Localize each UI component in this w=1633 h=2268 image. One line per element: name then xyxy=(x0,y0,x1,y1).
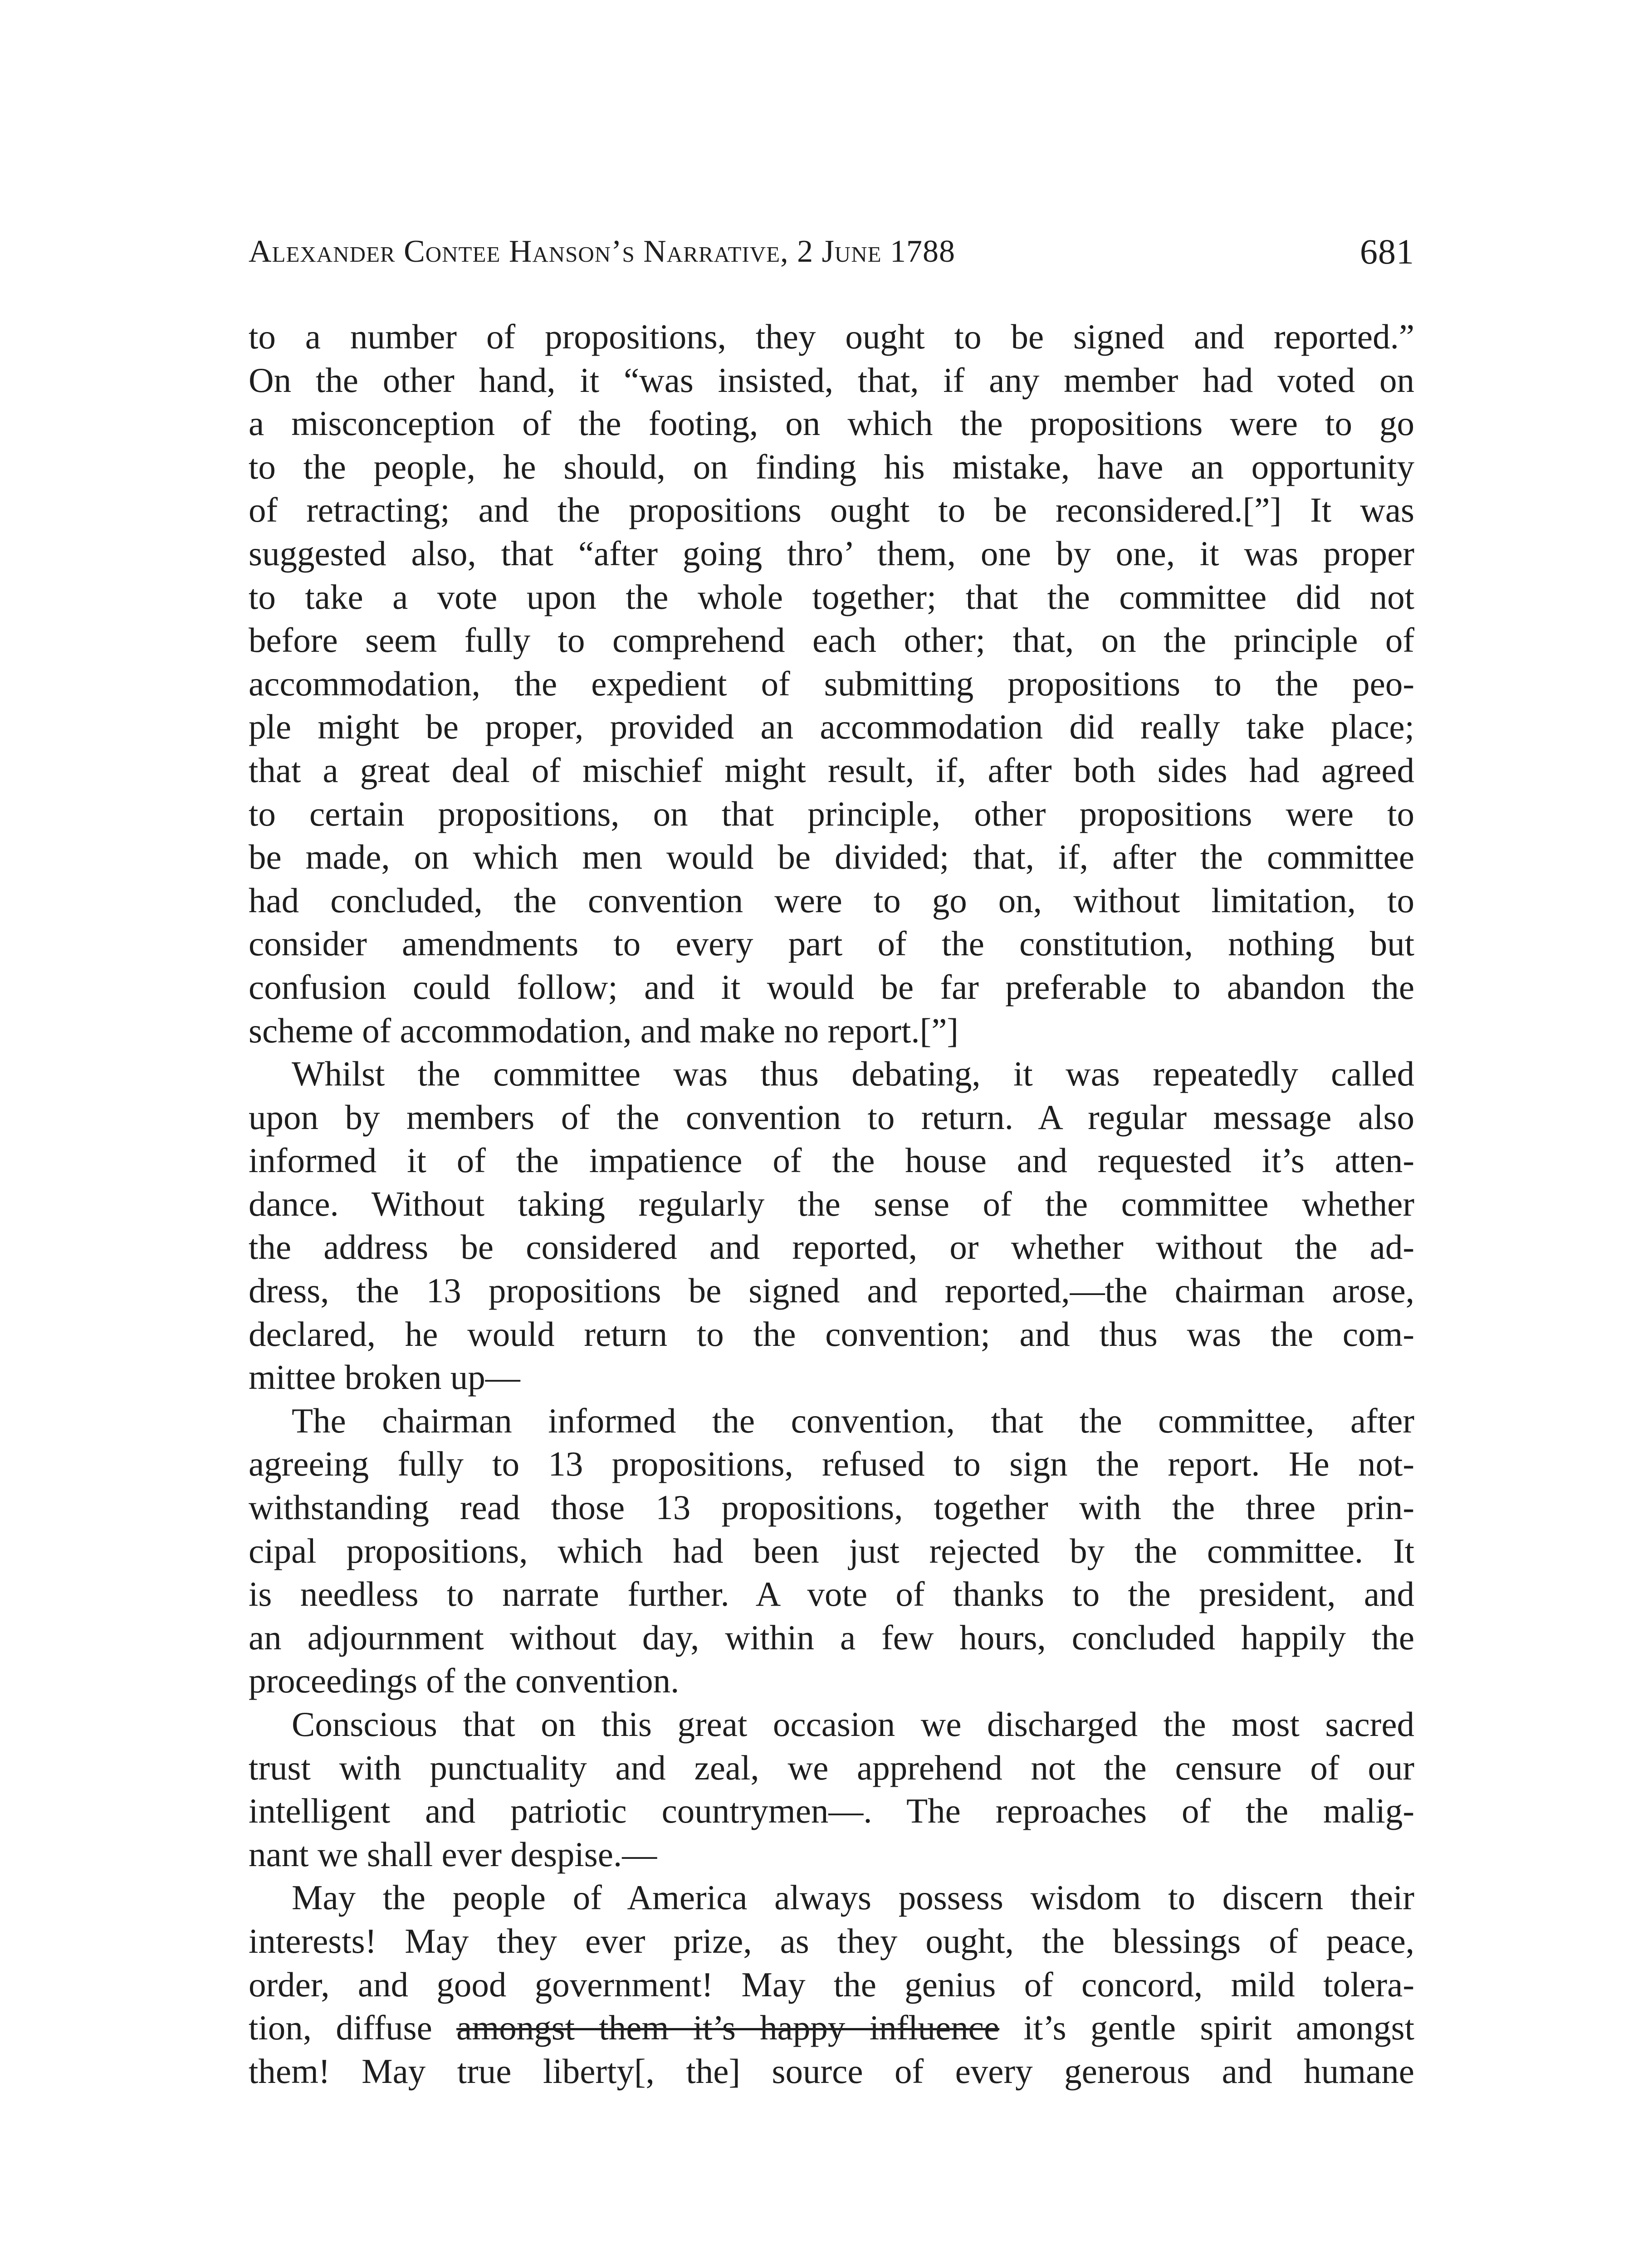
running-head xyxy=(249,227,1414,277)
text-line: nant we shall ever despise.— xyxy=(249,1834,657,1874)
text-line: had concluded, the convention were to go on, without limitation, to xyxy=(249,880,1414,920)
text-line: consider amendments to every part of the constitution, nothing but xyxy=(249,924,1414,963)
text-line: order, and good government! May the genius of concord, mild tolera- xyxy=(249,1965,1414,2004)
text-segment: tion, diffuse xyxy=(249,2008,457,2048)
text-line: before seem fully to comprehend each other; that, on the principle of xyxy=(249,621,1414,660)
text-line: to the people, he should, on finding his mistake, have an opportunity xyxy=(249,447,1414,486)
running-head-title: Alexander Contee Hanson’s Narrative, 2 June 1788 xyxy=(249,234,956,269)
text-line: interests! May they ever prize, as they ought, the blessings of peace, xyxy=(249,1921,1414,1960)
paragraph-2 xyxy=(249,1052,1414,1399)
text-line: accommodation, the expedient of submitting propositions to the peo- xyxy=(249,664,1414,703)
text-line: them! May true liberty[, the] source of every generous and humane xyxy=(249,2051,1414,2091)
text-line: declared, he would return to the convention; and thus was the com- xyxy=(249,1314,1414,1354)
text-line: agreeing fully to 13 propositions, refused to sign the report. He not- xyxy=(249,1444,1414,1484)
text-line: that a great deal of mischief might result, if, after both sides had agreed xyxy=(249,750,1414,790)
paragraph-5 xyxy=(249,1876,1414,2093)
text-line: ple might be proper, provided an accommodation did really take place; xyxy=(249,707,1414,747)
text-line: of retracting; and the propositions ought to be reconsidered.[”] It was xyxy=(249,490,1414,530)
text-line: The chairman informed the convention, that the committee, after xyxy=(292,1401,1414,1440)
text-line: On the other hand, it “was insisted, that, if any member had voted on xyxy=(249,360,1414,400)
text-line: proceedings of the convention. xyxy=(249,1661,680,1701)
text-line: cipal propositions, which had been just rejected by the committee. It xyxy=(249,1531,1414,1570)
text-line: a misconception of the footing, on which the propositions were to go xyxy=(249,404,1414,443)
text-line-with-deletion xyxy=(249,2006,1414,2050)
text-line: scheme of accommodation, and make no report.[”] xyxy=(249,1011,959,1050)
text-line: an adjournment without day, within a few hours, concluded happily the xyxy=(249,1618,1414,1657)
text-line: confusion could follow; and it would be far preferable to abandon the xyxy=(249,967,1414,1007)
paragraph-4 xyxy=(249,1703,1414,1876)
text-line: trust with punctuality and zeal, we apprehend not the censure of our xyxy=(249,1748,1414,1787)
text-segment: it’s gentle spirit amongst xyxy=(999,2008,1414,2048)
text-line: intelligent and patriotic countrymen—. The reproaches of the malig- xyxy=(249,1791,1414,1831)
text-line: be made, on which men would be divided; that, if, after the committee xyxy=(249,837,1414,877)
text-line: suggested also, that “after going thro’ them, one by one, it was proper xyxy=(249,533,1414,573)
text-line: withstanding read those 13 propositions, together with the three prin- xyxy=(249,1488,1414,1527)
struck-through-text: amongst them it’s happy influence xyxy=(456,2008,1000,2048)
paragraph-1 xyxy=(249,315,1414,1052)
text-line: upon by members of the convention to return. A regular message also xyxy=(249,1097,1414,1137)
page-number: 681 xyxy=(1360,232,1414,271)
text-line: informed it of the impatience of the house and requested it’s atten- xyxy=(249,1141,1414,1180)
text-line: mittee broken up— xyxy=(249,1358,520,1397)
text-line: dance. Without taking regularly the sense of the committee whether xyxy=(249,1184,1414,1223)
text-line: dress, the 13 propositions be signed and reported,—the chairman arose, xyxy=(249,1271,1414,1310)
body-text xyxy=(249,315,1414,2093)
text-line: to a number of propositions, they ought to be signed and reported.” xyxy=(249,317,1414,356)
text-line: the address be considered and reported, or whether without the ad- xyxy=(249,1227,1414,1267)
text-line: to certain propositions, on that principle, other propositions were to xyxy=(249,794,1414,833)
text-line: to take a vote upon the whole together; that the committee did not xyxy=(249,577,1414,616)
text-line: is needless to narrate further. A vote of thanks to the president, and xyxy=(249,1574,1414,1614)
text-line: Whilst the committee was thus debating, it was repeatedly called xyxy=(292,1054,1414,1094)
text-line: Conscious that on this great occasion we discharged the most sacred xyxy=(292,1705,1414,1744)
paragraph-3 xyxy=(249,1399,1414,1703)
text-line: May the people of America always possess wisdom to discern their xyxy=(292,1878,1414,1917)
